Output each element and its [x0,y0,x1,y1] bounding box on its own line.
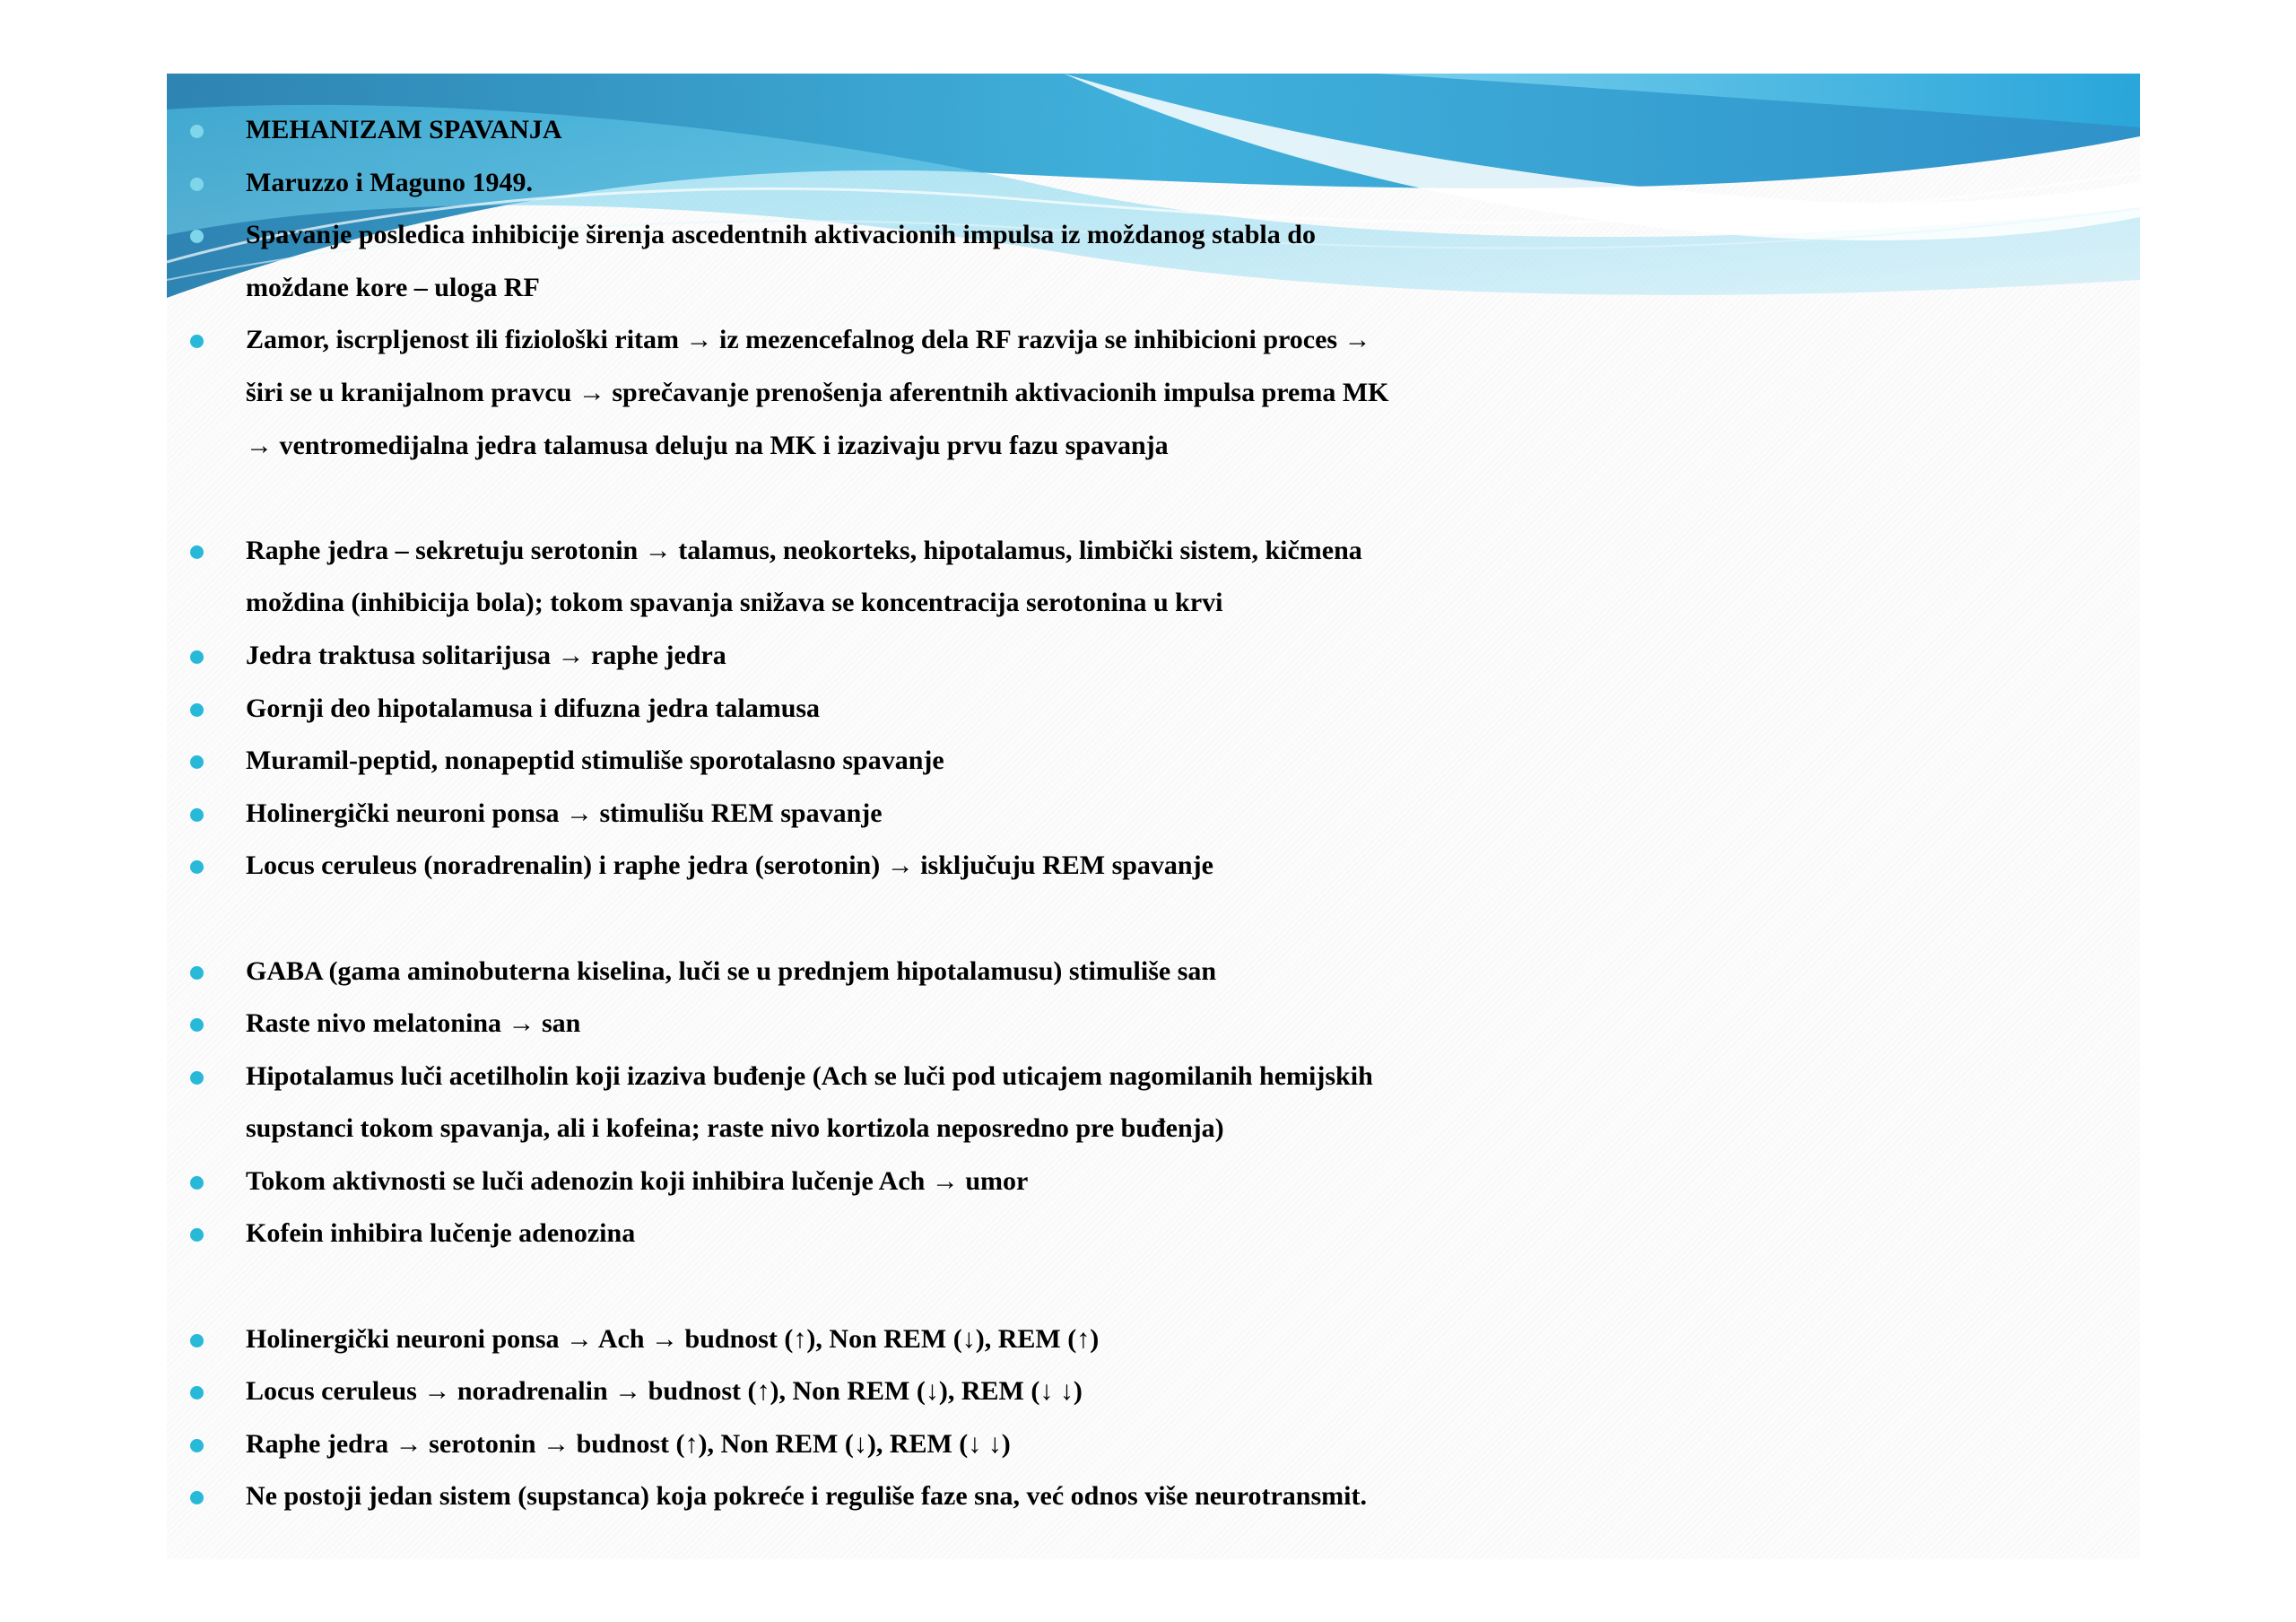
bullet-icon [190,1491,204,1504]
bullet-icon [190,1439,204,1452]
bullet-icon [190,860,204,874]
bullet-text: Raphe jedra → serotonin → budnost (↑), Non REM (↓), REM (↓ ↓) [246,1428,1011,1459]
bullet-icon [190,703,204,717]
list-item [167,998,2140,1051]
bullet-list [167,104,2140,1523]
list-item [167,946,2140,998]
bullet-icon [190,1334,204,1347]
bullet-icon [190,808,204,822]
bullet-text: moždane kore – uloga RF [246,272,540,302]
bullet-text: Locus ceruleus (noradrenalin) i raphe jedra (serotonin) → isključuju REM spavanje [246,850,1213,881]
bullet-icon [190,178,204,191]
bullet-icon [190,545,204,559]
bullet-icon [190,650,204,664]
list-item [167,1051,2140,1103]
list-item [167,157,2140,210]
bullet-text: Gornji deo hipotalamusa i difuzna jedra talamusa [246,693,821,723]
list-item [167,630,2140,683]
bullet-text: Tokom aktivnosti se luči adenozin koji inhibira lučenje Ach → umor [246,1165,1029,1196]
bullet-text: Locus ceruleus → noradrenalin → budnost (↑), Non REM (↓), REM (↓ ↓) [246,1376,1083,1407]
bullet-text: moždina (inhibicija bola); tokom spavanja snižava se koncentracija serotonina u krvi [246,588,1223,618]
list-item [167,525,2140,578]
list-item [167,1418,2140,1471]
bullet-text: supstanci tokom spavanja, ali i kofeina; raste nivo kortizola neposredno pre buđenja) [246,1113,1224,1144]
list-item [167,1313,2140,1366]
bullet-text: Jedra traktusa solitarijusa → raphe jedra [246,640,726,670]
bullet-text: Muramil-peptid, nonapeptid stimuliše sporotalasno spavanje [246,746,944,776]
bullet-icon [190,230,204,243]
bullet-text: širi se u kranijalnom pravcu → sprečavanje prenošenja aferentnih aktivacionih impulsa prema MK [246,377,1389,407]
bullet-icon [190,1018,204,1032]
bullet-icon [190,1176,204,1190]
bullet-icon [190,1071,204,1085]
bullet-icon [190,755,204,769]
bullet-text: Maruzzo i Maguno 1949. [246,167,533,197]
bullet-text: Spavanje posledica inhibicije širenja ascedentnih aktivacionih impulsa iz moždanog stabla do [246,220,1316,250]
list-item [167,314,2140,367]
list-item [167,735,2140,788]
bullet-text: → ventromedijalna jedra talamusa deluju na MK i izazivaju prvu fazu spavanja [246,430,1169,460]
bullet-text: Ne postoji jedan sistem (supstanca) koja pokreće i reguliše faze sna, već odnos više neurotransmit. [246,1481,1367,1512]
bullet-text: MEHANIZAM SPAVANJA [246,115,562,144]
bullet-text: Holinergički neuroni ponsa → stimulišu REM spavanje [246,798,883,828]
bullet-icon [190,1228,204,1242]
list-item [167,1470,2140,1523]
list-item-continuation [167,262,2140,315]
bullet-icon [190,1386,204,1400]
bullet-icon [190,335,204,348]
list-item-continuation [167,420,2140,473]
bullet-text: Zamor, iscrpljenost ili fiziološki ritam → iz mezencefalnog dela RF razvija se inhibicioni proces → [246,325,1371,355]
bullet-icon [190,125,204,138]
bullet-text: Kofein inhibira lučenje adenozina [246,1218,636,1249]
list-item [167,104,2140,157]
list-item [167,1155,2140,1208]
list-item [167,209,2140,262]
list-item [167,1208,2140,1260]
bullet-text: Hipotalamus luči acetilholin koji izaziva buđenje (Ach se luči pod uticajem nagomilanih hemijskih [246,1060,1373,1091]
list-item [167,788,2140,841]
list-item [167,1365,2140,1418]
bullet-text: GABA (gama aminobuterna kiselina, luči se u prednjem hipotalamusu) stimuliše san [246,955,1217,986]
bullet-text: Raste nivo melatonina → san [246,1008,581,1039]
list-item [167,683,2140,736]
list-item-continuation [167,367,2140,420]
bullet-text: Holinergički neuroni ponsa → Ach → budnost (↑), Non REM (↓), REM (↑) [246,1323,1100,1354]
slide [167,74,2140,1559]
list-item-continuation [167,1103,2140,1155]
bullet-text: Raphe jedra – sekretuju serotonin → talamus, neokorteks, hipotalamus, limbički sistem, kičmena [246,535,1362,565]
list-item-continuation [167,577,2140,630]
bullet-icon [190,966,204,980]
list-item [167,840,2140,893]
